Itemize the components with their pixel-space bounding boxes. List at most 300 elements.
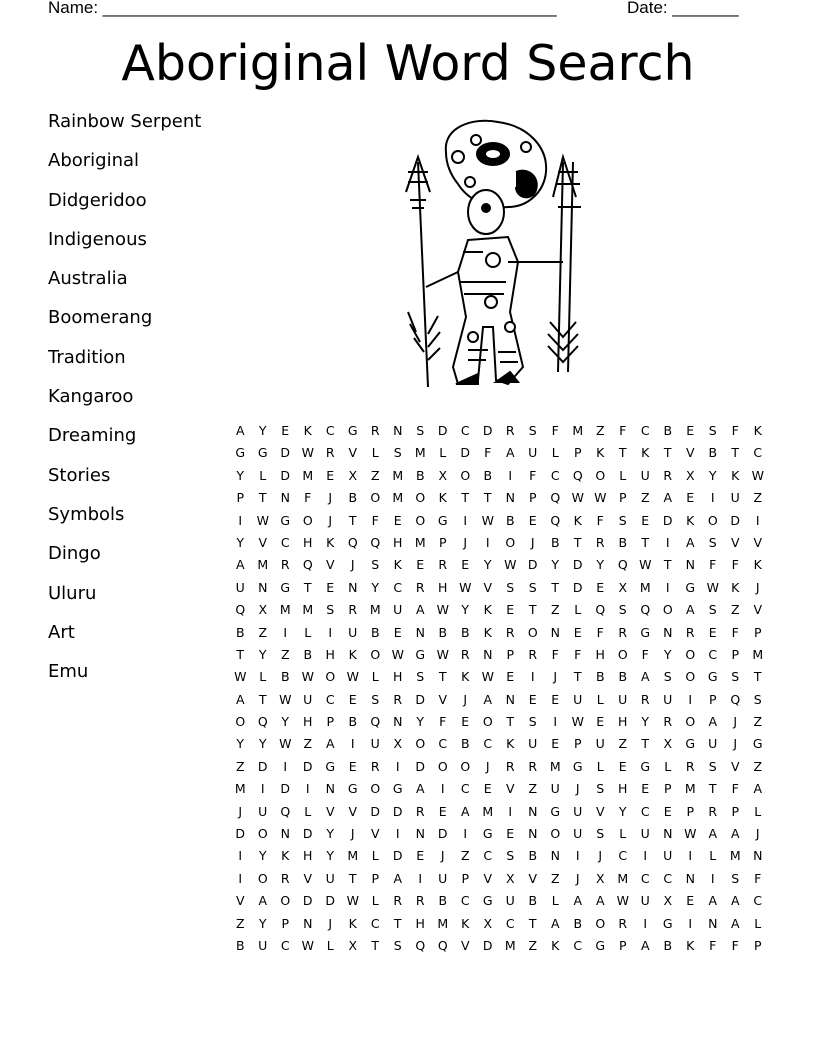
grid-letter: B <box>618 669 628 685</box>
grid-letter: O <box>595 915 606 931</box>
grid-letter: W <box>571 490 584 506</box>
grid-letter: O <box>482 714 493 730</box>
grid-letter: B <box>483 467 493 483</box>
grid-letter: I <box>710 490 715 506</box>
grid-letter: Y <box>258 736 267 752</box>
grid-letter: V <box>325 803 335 819</box>
grid-letter: Q <box>572 467 583 483</box>
grid-letter: U <box>528 736 538 752</box>
grid-letter: U <box>730 490 740 506</box>
grid-letter: B <box>370 624 380 640</box>
grid-letter: D <box>235 826 246 842</box>
grid-letter: I <box>710 870 715 886</box>
grid-letter: R <box>595 534 605 550</box>
grid-letter: P <box>236 490 245 506</box>
grid-letter: T <box>731 445 740 461</box>
word-list-item: Tradition <box>48 346 126 368</box>
grid-letter: V <box>303 870 313 886</box>
grid-row <box>229 802 769 824</box>
grid-letter: A <box>235 691 245 707</box>
grid-letter: S <box>528 579 537 595</box>
grid-letter: G <box>415 646 426 662</box>
grid-letter: T <box>303 579 312 595</box>
grid-letter: H <box>303 714 313 730</box>
grid-letter: M <box>414 445 426 461</box>
grid-letter: K <box>281 848 290 864</box>
grid-letter: I <box>328 624 333 640</box>
grid-letter: I <box>238 512 243 528</box>
grid-letter: B <box>235 937 245 953</box>
grid-letter: C <box>460 781 470 797</box>
grid-letter: P <box>753 937 762 953</box>
grid-letter: M <box>684 781 696 797</box>
grid-letter: E <box>506 669 515 685</box>
grid-letter: C <box>573 937 583 953</box>
grid-letter: R <box>685 624 695 640</box>
word-list-item: Art <box>48 621 75 643</box>
grid-letter: Q <box>730 691 741 707</box>
grid-letter: O <box>415 490 426 506</box>
grid-row <box>229 555 769 577</box>
word-list-item: Symbols <box>48 503 125 525</box>
grid-letter: Z <box>595 423 605 438</box>
grid-letter: P <box>731 646 740 662</box>
grid-letter: A <box>325 736 335 752</box>
grid-letter: T <box>393 915 402 931</box>
grid-letter: F <box>304 490 312 506</box>
grid-letter: O <box>662 602 673 618</box>
grid-letter: O <box>617 646 628 662</box>
grid-letter: S <box>753 691 762 707</box>
grid-letter: N <box>258 579 268 595</box>
grid-letter: I <box>688 691 693 707</box>
grid-letter: G <box>572 758 583 774</box>
grid-letter: J <box>733 714 738 730</box>
grid-letter: D <box>302 893 313 909</box>
grid-letter: B <box>303 646 313 662</box>
grid-letter: V <box>460 937 470 953</box>
grid-letter: E <box>348 691 357 707</box>
grid-letter: I <box>418 870 423 886</box>
grid-letter: S <box>708 758 717 774</box>
grid-letter: X <box>438 467 448 483</box>
grid-letter: M <box>482 803 494 819</box>
grid-letter: O <box>257 870 268 886</box>
grid-letter: K <box>348 915 357 931</box>
grid-letter: Z <box>730 602 740 618</box>
grid-letter: L <box>259 467 267 483</box>
word-list-item: Dreaming <box>48 425 137 447</box>
grid-letter: V <box>730 534 740 550</box>
grid-letter: A <box>730 893 740 909</box>
grid-letter: W <box>256 512 269 528</box>
grid-letter: X <box>483 915 493 931</box>
grid-letter: B <box>438 624 448 640</box>
grid-letter: L <box>304 803 312 819</box>
grid-letter: E <box>461 714 470 730</box>
word-list-item: Uluru <box>48 582 97 604</box>
grid-letter: E <box>326 579 335 595</box>
grid-letter: B <box>348 714 358 730</box>
grid-letter: W <box>684 826 697 842</box>
grid-letter: S <box>326 602 335 618</box>
grid-row <box>229 466 769 488</box>
grid-letter: N <box>393 423 403 438</box>
grid-letter: C <box>550 467 560 483</box>
grid-letter: J <box>575 870 580 886</box>
grid-letter: O <box>257 826 268 842</box>
grid-letter: I <box>643 915 648 931</box>
name-field-label: Name: ________________________________________________ <box>48 0 557 17</box>
grid-letter: H <box>303 534 313 550</box>
grid-letter: C <box>325 691 335 707</box>
grid-letter: T <box>528 915 537 931</box>
grid-letter: K <box>303 423 312 438</box>
grid-letter: L <box>371 445 379 461</box>
grid-letter: Q <box>415 937 426 953</box>
grid-letter: Z <box>280 646 290 662</box>
grid-letter: E <box>686 490 695 506</box>
grid-letter: L <box>371 893 379 909</box>
grid-letter: F <box>731 557 739 573</box>
grid-letter: X <box>348 467 358 483</box>
grid-letter: U <box>325 870 335 886</box>
grid-letter: G <box>280 512 291 528</box>
grid-letter: I <box>283 624 288 640</box>
grid-letter: F <box>529 467 537 483</box>
grid-letter: C <box>640 423 650 438</box>
grid-letter: I <box>440 781 445 797</box>
grid-letter: C <box>460 423 470 438</box>
grid-letter: G <box>685 579 696 595</box>
grid-letter: P <box>663 781 672 797</box>
grid-letter: U <box>618 691 628 707</box>
grid-letter: A <box>708 826 718 842</box>
grid-letter: U <box>640 826 650 842</box>
grid-letter: O <box>370 490 381 506</box>
grid-letter: C <box>370 915 380 931</box>
grid-letter: U <box>708 736 718 752</box>
grid-letter: D <box>482 937 493 953</box>
grid-letter: K <box>551 937 560 953</box>
grid-letter: R <box>505 423 515 438</box>
grid-letter: P <box>528 490 537 506</box>
grid-letter: Y <box>236 467 245 483</box>
grid-letter: Z <box>528 937 538 953</box>
grid-letter: Y <box>551 557 560 573</box>
grid-letter: G <box>347 423 358 438</box>
grid-letter: Y <box>641 714 650 730</box>
grid-letter: X <box>685 467 695 483</box>
grid-letter: P <box>371 870 380 886</box>
grid-letter: D <box>370 803 381 819</box>
grid-letter: B <box>460 736 470 752</box>
grid-letter: F <box>574 646 582 662</box>
word-list-item: Emu <box>48 661 89 683</box>
grid-letter: D <box>302 758 313 774</box>
grid-letter: D <box>482 423 493 438</box>
grid-row <box>229 869 769 891</box>
grid-letter: C <box>393 579 403 595</box>
grid-letter: F <box>484 445 492 461</box>
grid-letter: V <box>730 758 740 774</box>
word-list-item: Boomerang <box>48 307 153 329</box>
date-field-label: Date: _______ <box>627 0 739 17</box>
grid-letter: K <box>483 602 492 618</box>
grid-row <box>229 690 769 712</box>
grid-letter: Q <box>235 602 246 618</box>
word-list-item: Stories <box>48 464 111 486</box>
grid-letter: S <box>731 669 740 685</box>
grid-letter: Y <box>326 826 335 842</box>
grid-letter: Y <box>236 534 245 550</box>
grid-letter: M <box>302 467 314 483</box>
grid-letter: L <box>574 602 582 618</box>
grid-letter: R <box>348 602 358 618</box>
grid-letter: Z <box>235 758 245 774</box>
grid-letter: U <box>235 579 245 595</box>
grid-letter: Y <box>416 714 425 730</box>
grid-letter: S <box>618 512 627 528</box>
grid-letter: R <box>663 467 673 483</box>
grid-letter: Y <box>258 646 267 662</box>
grid-letter: I <box>508 467 513 483</box>
grid-letter: G <box>550 803 561 819</box>
grid-letter: T <box>618 445 627 461</box>
grid-letter: G <box>437 512 448 528</box>
grid-letter: N <box>550 624 560 640</box>
grid-letter: E <box>528 512 537 528</box>
grid-letter: L <box>326 937 334 953</box>
grid-letter: Y <box>461 602 470 618</box>
grid-letter: W <box>616 893 629 909</box>
grid-letter: S <box>371 691 380 707</box>
grid-letter: F <box>619 423 627 438</box>
grid-letter: Z <box>258 624 268 640</box>
grid-letter: Y <box>483 557 492 573</box>
grid-row <box>229 779 769 801</box>
grid-letter: E <box>573 624 582 640</box>
grid-letter: I <box>485 534 490 550</box>
grid-letter: I <box>643 848 648 864</box>
grid-letter: I <box>508 803 513 819</box>
word-list-item: Rainbow Serpent <box>48 111 202 132</box>
grid-letter: V <box>505 781 515 797</box>
grid-letter: I <box>665 534 670 550</box>
grid-letter: Y <box>371 579 380 595</box>
grid-letter: Z <box>753 714 763 730</box>
grid-letter: U <box>258 803 268 819</box>
grid-letter: G <box>752 736 763 752</box>
grid-letter: B <box>505 512 515 528</box>
grid-letter: Z <box>753 490 763 506</box>
grid-letter: D <box>280 467 291 483</box>
grid-letter: Q <box>640 602 651 618</box>
grid-letter: R <box>460 646 470 662</box>
grid-letter: V <box>483 579 493 595</box>
grid-letter: B <box>235 624 245 640</box>
grid-letter: Z <box>460 848 470 864</box>
grid-letter: G <box>257 445 268 461</box>
grid-letter: A <box>393 870 403 886</box>
grid-row <box>229 600 769 622</box>
grid-letter: T <box>371 937 380 953</box>
grid-letter: A <box>708 714 718 730</box>
grid-letter: H <box>393 534 403 550</box>
grid-letter: R <box>415 803 425 819</box>
grid-letter: G <box>235 445 246 461</box>
grid-letter: K <box>461 669 470 685</box>
grid-letter: Y <box>326 848 335 864</box>
grid-letter: E <box>348 758 357 774</box>
grid-letter: K <box>753 423 762 438</box>
grid-letter: E <box>506 602 515 618</box>
grid-letter: B <box>663 423 673 438</box>
grid-letter: N <box>280 826 290 842</box>
grid-letter: U <box>258 937 268 953</box>
grid-letter: G <box>325 758 336 774</box>
grid-letter: A <box>415 781 425 797</box>
grid-letter: O <box>370 781 381 797</box>
grid-letter: E <box>281 423 290 438</box>
right-spears-icon <box>548 157 581 372</box>
grid-letter: T <box>753 669 762 685</box>
grid-letter: A <box>505 445 515 461</box>
grid-letter: M <box>572 423 584 438</box>
grid-letter: X <box>348 937 358 953</box>
grid-letter: C <box>280 937 290 953</box>
grid-letter: A <box>663 490 673 506</box>
grid-letter: K <box>731 579 740 595</box>
grid-row <box>229 757 769 779</box>
grid-letter: C <box>708 646 718 662</box>
grid-letter: Q <box>302 557 313 573</box>
grid-letter: G <box>482 893 493 909</box>
grid-letter: C <box>438 736 448 752</box>
grid-letter: D <box>257 758 268 774</box>
grid-letter: L <box>259 669 267 685</box>
grid-letter: M <box>414 534 426 550</box>
grid-letter: E <box>326 467 335 483</box>
grid-letter: R <box>415 893 425 909</box>
grid-letter: P <box>281 915 290 931</box>
grid-letter: N <box>415 624 425 640</box>
word-list-item: Indigenous <box>48 228 147 250</box>
grid-letter: W <box>436 602 449 618</box>
grid-letter: I <box>350 736 355 752</box>
grid-letter: E <box>596 579 605 595</box>
grid-letter: E <box>596 714 605 730</box>
grid-letter: C <box>505 915 515 931</box>
grid-letter: O <box>325 669 336 685</box>
grid-row <box>229 421 769 443</box>
grid-letter: W <box>594 490 607 506</box>
grid-letter: Q <box>437 937 448 953</box>
grid-letter: V <box>348 445 358 461</box>
grid-letter: F <box>709 937 717 953</box>
grid-letter: J <box>733 736 738 752</box>
grid-row <box>229 824 769 846</box>
grid-letter: G <box>685 736 696 752</box>
grid-letter: M <box>234 781 246 797</box>
header <box>48 0 748 20</box>
grid-letter: S <box>371 557 380 573</box>
grid-letter: Y <box>708 467 717 483</box>
grid-letter: R <box>505 624 515 640</box>
grid-letter: U <box>303 691 313 707</box>
grid-letter: M <box>617 870 629 886</box>
grid-letter: P <box>731 803 740 819</box>
grid-letter: W <box>481 669 494 685</box>
grid-letter: S <box>596 826 605 842</box>
grid-letter: W <box>301 669 314 685</box>
grid-letter: O <box>685 714 696 730</box>
grid-letter: S <box>393 445 402 461</box>
grid-letter: K <box>506 736 515 752</box>
grid-letter: M <box>639 579 651 595</box>
grid-letter: I <box>283 758 288 774</box>
grid-letter: Q <box>550 512 561 528</box>
grid-letter: E <box>641 781 650 797</box>
grid-letter: A <box>258 893 268 909</box>
grid-letter: M <box>279 602 291 618</box>
grid-letter: M <box>549 758 561 774</box>
grid-letter: E <box>641 512 650 528</box>
grid-letter: I <box>755 512 760 528</box>
grid-letter: V <box>483 870 493 886</box>
grid-letter: E <box>416 848 425 864</box>
grid-letter: B <box>348 490 358 506</box>
grid-letter: U <box>640 893 650 909</box>
grid-letter: L <box>619 467 627 483</box>
grid-row <box>229 578 769 600</box>
grid-letter: O <box>235 714 246 730</box>
grid-letter: B <box>550 534 560 550</box>
grid-letter: F <box>731 781 739 797</box>
grid-letter: U <box>573 691 583 707</box>
grid-letter: J <box>238 803 243 819</box>
grid-letter: I <box>665 579 670 595</box>
grid-letter: I <box>688 848 693 864</box>
grid-letter: I <box>575 848 580 864</box>
grid-letter: G <box>392 781 403 797</box>
grid-letter: T <box>708 781 717 797</box>
grid-letter: S <box>506 848 515 864</box>
grid-letter: K <box>573 512 582 528</box>
grid-letter: Z <box>370 467 380 483</box>
grid-letter: S <box>663 669 672 685</box>
grid-letter: N <box>348 579 358 595</box>
grid-letter: C <box>753 445 763 461</box>
grid-letter: G <box>640 624 651 640</box>
grid-letter: M <box>302 602 314 618</box>
grid-letter: P <box>438 534 447 550</box>
grid-letter: O <box>460 467 471 483</box>
grid-letter: E <box>393 512 402 528</box>
word-list-item: Dingo <box>48 543 101 565</box>
grid-letter: V <box>325 557 335 573</box>
grid-letter: S <box>618 602 627 618</box>
grid-letter: R <box>528 646 538 662</box>
grid-letter: L <box>619 826 627 842</box>
grid-letter: D <box>437 423 448 438</box>
grid-letter: C <box>460 893 470 909</box>
grid-letter: B <box>708 445 718 461</box>
grid-letter: N <box>708 915 718 931</box>
grid-letter: Z <box>640 490 650 506</box>
grid-letter: L <box>371 669 379 685</box>
grid-letter: F <box>731 937 739 953</box>
